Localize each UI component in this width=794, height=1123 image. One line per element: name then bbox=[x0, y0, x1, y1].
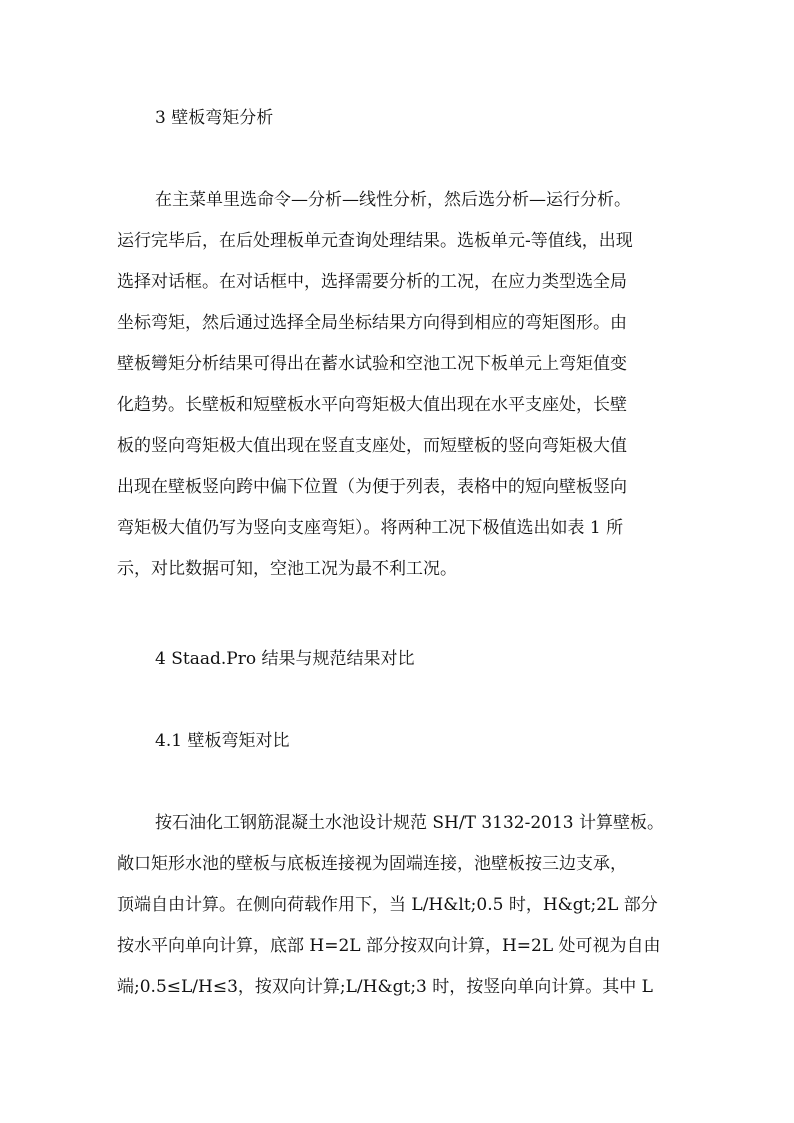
paragraph-line: 端;0.5≤L/H≤3，按双向计算;L/H&gt;3 时，按竖向单向计算。其中 L bbox=[117, 977, 653, 997]
paragraph-line: 运行完毕后，在后处理板单元查询处理结果。选板单元-等值线，出现 bbox=[117, 231, 633, 251]
paragraph-line: 敞口矩形水池的壁板与底板连接视为固端连接，池壁板按三边支承， bbox=[117, 854, 627, 874]
paragraph-line: 选择对话框。在对话框中，选择需要分析的工况，在应力类型选全局 bbox=[117, 272, 627, 292]
paragraph-line: 板的竖向弯矩极大值出现在竖直支座处，而短壁板的竖向弯矩极大值 bbox=[117, 436, 627, 456]
paragraph-line: 壁板彎矩分析结果可得出在蓄水试验和空池工况下板单元上弯矩值变 bbox=[117, 354, 627, 374]
paragraph-line: 坐标弯矩，然后通过选择全局坐标结果方向得到相应的弯矩图形。由 bbox=[117, 313, 627, 333]
paragraph-line: 弯矩极大值仍写为竖向支座弯矩）。将两种工况下极值选出如表 1 所 bbox=[117, 518, 624, 538]
paragraph-line: 在主菜单里选命令—分析—线性分析，然后选分析—运行分析。 bbox=[155, 190, 631, 210]
paragraph-line: 示，对比数据可知，空池工况为最不利工况。 bbox=[117, 559, 457, 579]
paragraph-line: 按水平向单向计算，底部 H=2L 部分按双向计算，H=2L 处可视为自由 bbox=[117, 936, 661, 956]
paragraph-line: 化趋势。长壁板和短壁板水平向弯矩极大值出现在水平支座处，长壁 bbox=[117, 395, 627, 415]
paragraph-line: 按石油化工钢筋混凝土水池设计规范 SH/T 3132-2013 计算壁板。 bbox=[155, 813, 665, 833]
paragraph-line: 出现在壁板竖向跨中偏下位置（为便于列表，表格中的短向壁板竖向 bbox=[117, 477, 627, 497]
section-3-heading: 3 壁板弯矩分析 bbox=[155, 108, 274, 128]
paragraph-line: 顶端自由计算。在侧向荷载作用下，当 L/H&lt;0.5 时，H&gt;2L 部分 bbox=[117, 895, 658, 915]
section-4-heading: 4 Staad.Pro 结果与规范结果对比 bbox=[155, 649, 415, 669]
section-4-1-heading: 4.1 壁板弯矩对比 bbox=[155, 731, 290, 751]
